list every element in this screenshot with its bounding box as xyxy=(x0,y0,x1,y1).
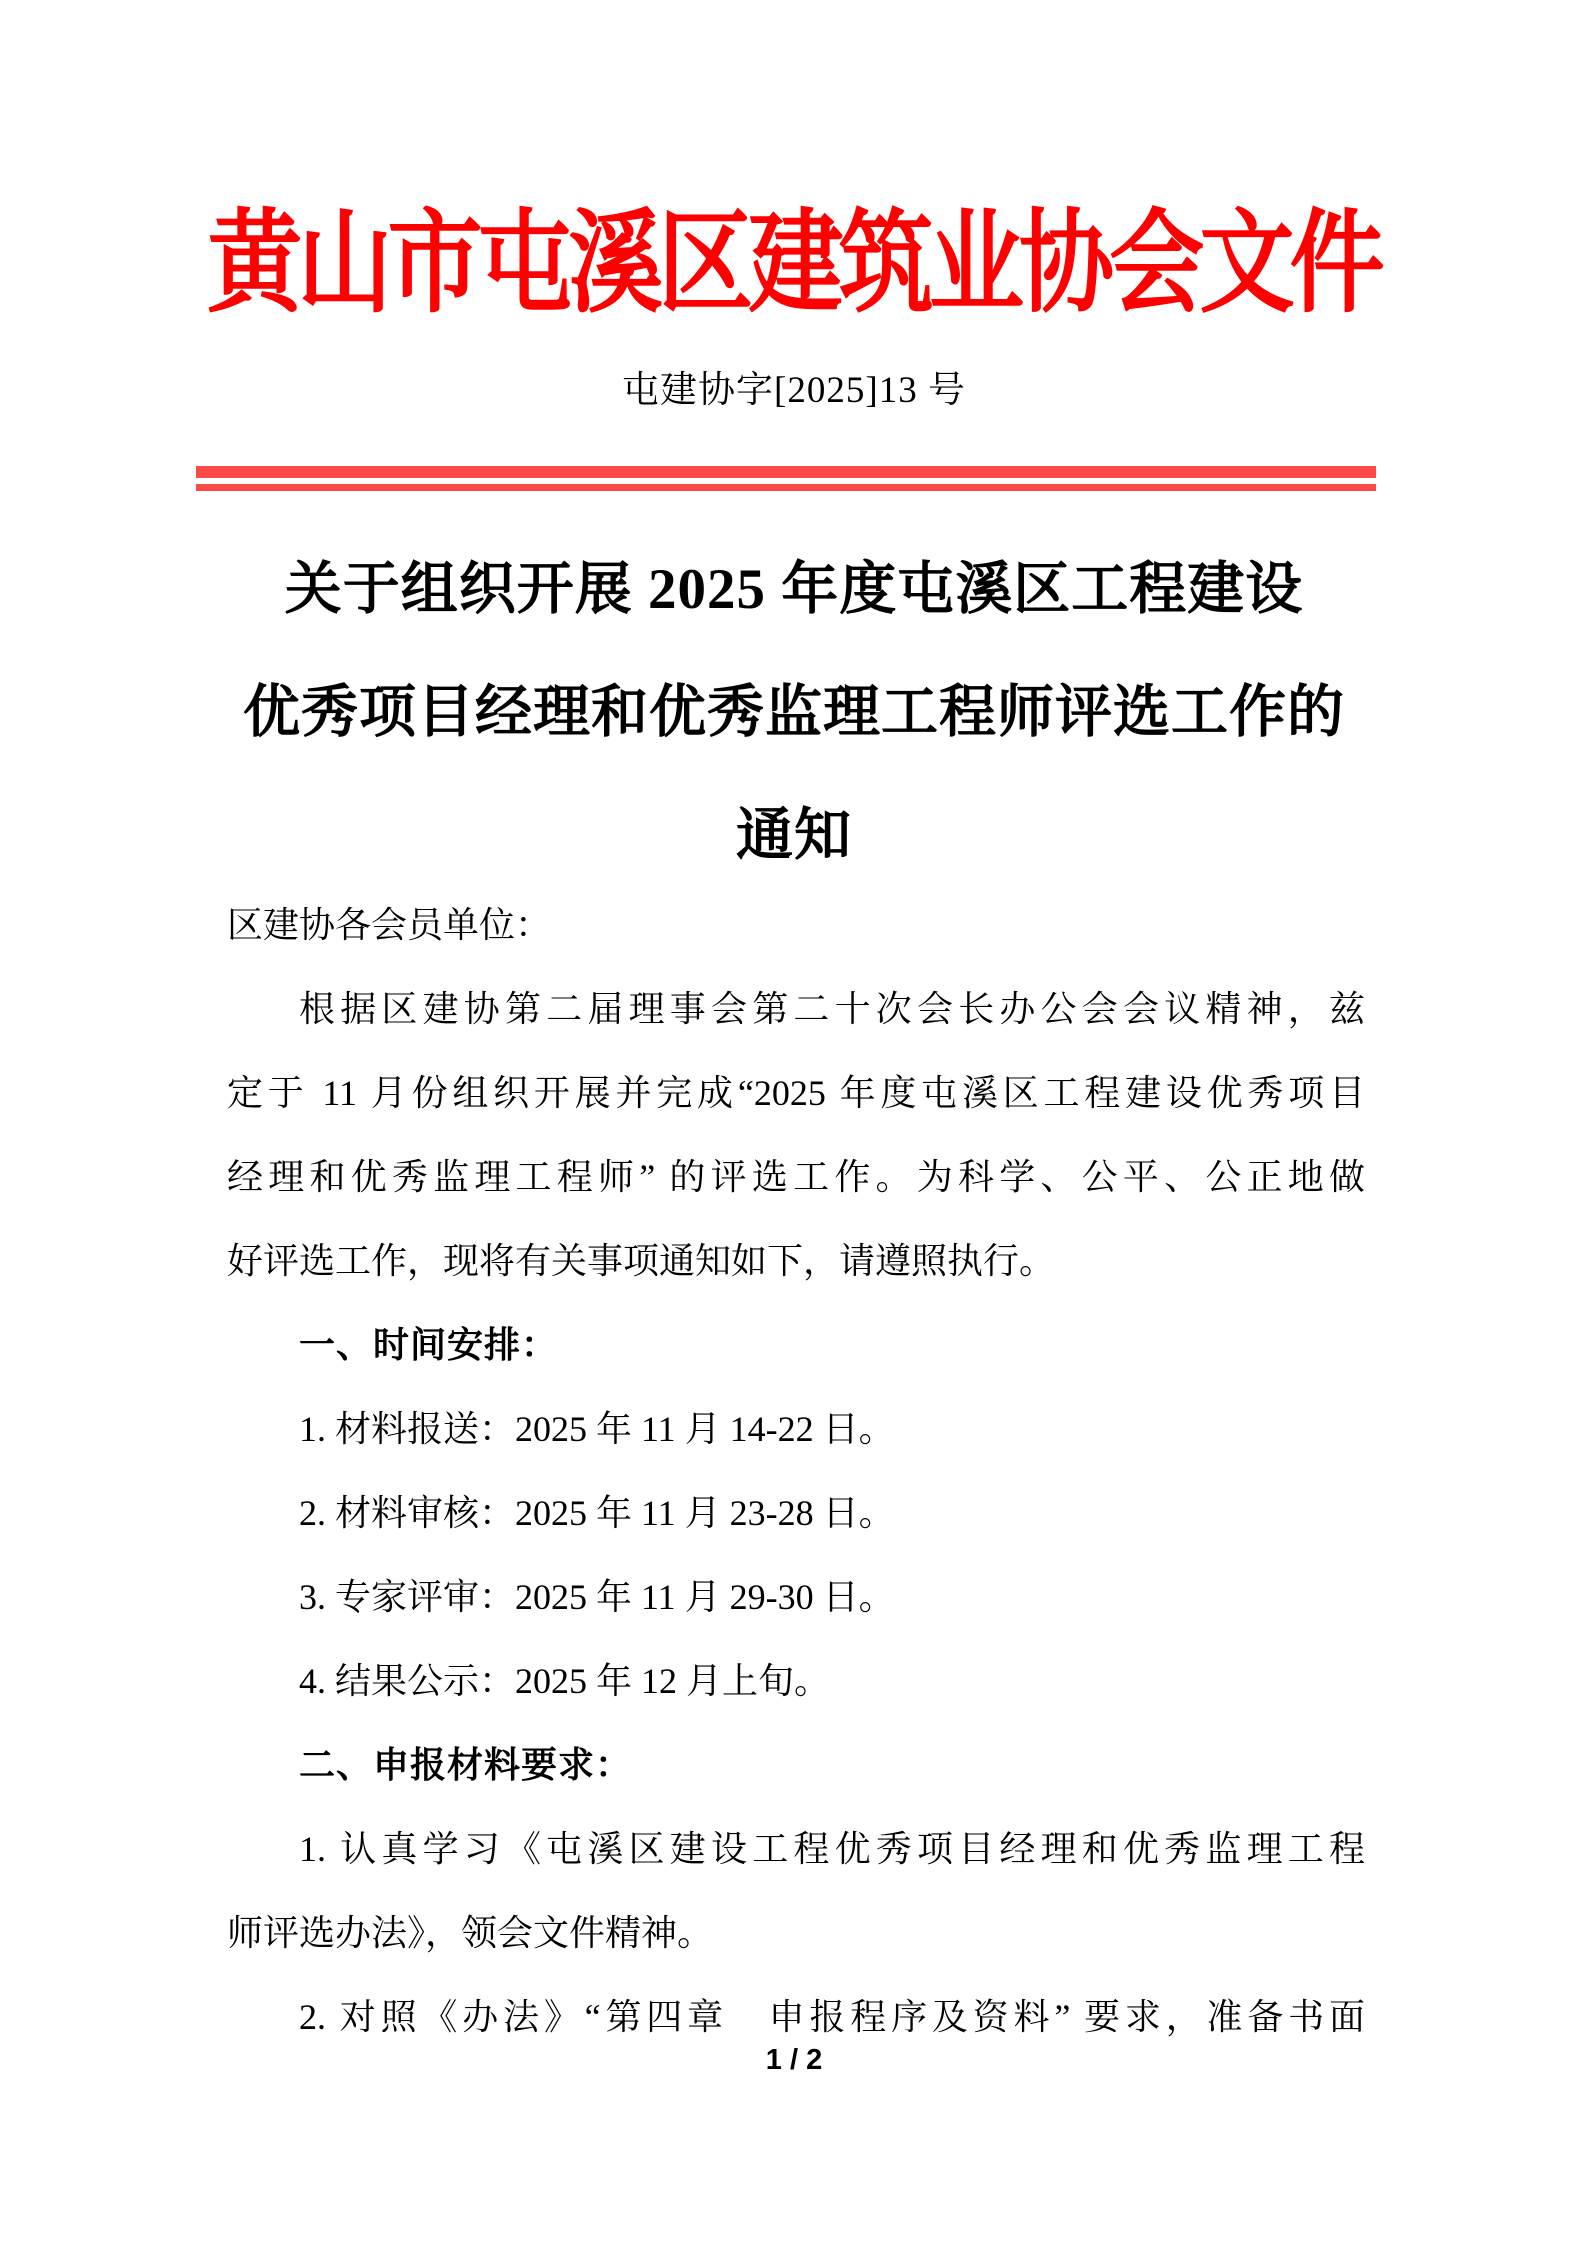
body-line: 2. 对照《办法》“第四章 申报程序及资料” 要求，准备书面 xyxy=(299,1997,1365,2037)
section-heading-2: 二、申报材料要求： xyxy=(299,1744,633,1785)
doc-number: 屯建协字[2025]13 号 xyxy=(622,370,966,411)
salutation: 区建协各会员单位： xyxy=(227,905,552,945)
notice-title-line-1: 关于组织开展 2025 年度屯溪区工程建设 xyxy=(284,558,1304,621)
body-line: 好评选工作，现将有关事项通知如下，请遵照执行。 xyxy=(227,1241,1056,1281)
schedule-item-2: 2. 材料审核：2025 年 11 月 23-28 日。 xyxy=(299,1493,895,1533)
header-divider-thick-line xyxy=(196,466,1376,478)
body-line: 师评选办法》，领会文件精神。 xyxy=(227,1913,714,1953)
org-masthead-text: 黄山市屯溪区建筑业协会文件 xyxy=(207,203,1381,327)
notice-title-line-3: 通知 xyxy=(736,804,852,867)
body-line: 1. 认真学习《屯溪区建设工程优秀项目经理和优秀监理工程 xyxy=(299,1829,1365,1869)
notice-title xyxy=(0,528,1588,897)
header-divider xyxy=(196,466,1376,491)
body-line: 经理和优秀监理工程师” 的评选工作。为科学、公平、公正地做 xyxy=(227,1157,1365,1197)
schedule-item-3: 3. 专家评审：2025 年 11 月 29-30 日。 xyxy=(299,1577,895,1617)
page-number: 1 / 2 xyxy=(765,2044,823,2076)
notice-title-line-2: 优秀项目经理和优秀监理工程师评选工作的 xyxy=(243,681,1345,744)
schedule-item-4: 4. 结果公示：2025 年 12 月上旬。 xyxy=(299,1661,831,1701)
org-masthead xyxy=(0,180,1588,350)
schedule-item-1: 1. 材料报送：2025 年 11 月 14-22 日。 xyxy=(299,1409,895,1449)
section-heading-1: 一、时间安排： xyxy=(299,1324,559,1365)
body-line: 定于 11 月份组织开展并完成“2025 年度屯溪区工程建设优秀项目 xyxy=(227,1073,1365,1113)
notice-body xyxy=(227,883,1365,2059)
body-line: 根据区建协第二届理事会第二十次会长办公会会议精神，兹 xyxy=(299,989,1365,1029)
header-divider-thin-line xyxy=(196,484,1376,491)
